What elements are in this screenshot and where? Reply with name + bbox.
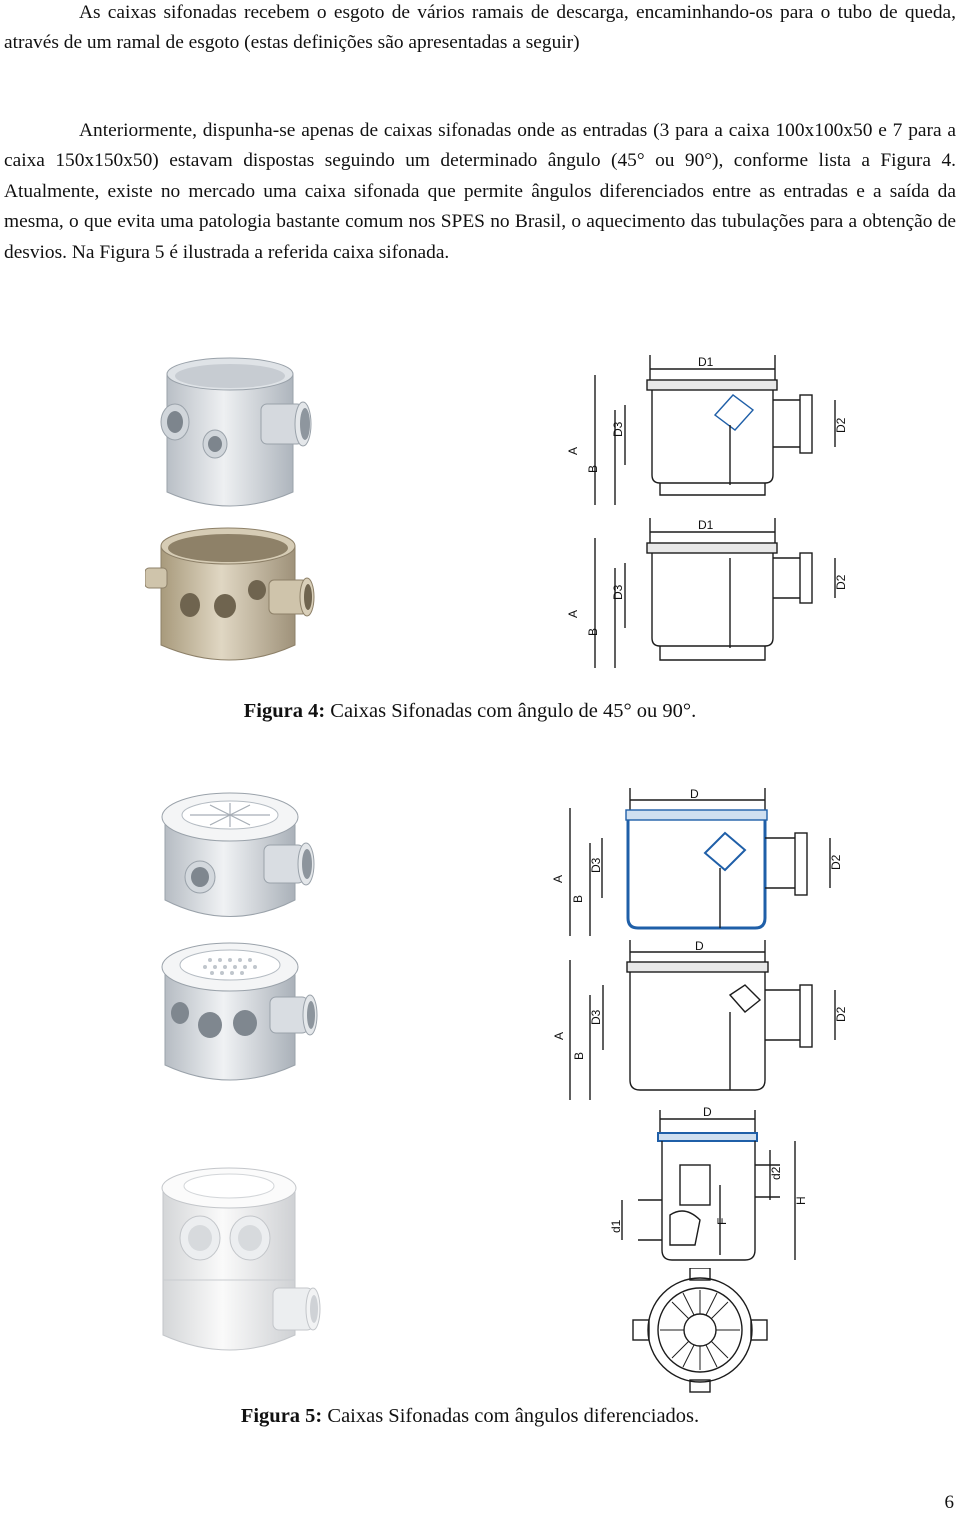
label-b: B [586,627,600,636]
figure4-technical-drawing-top [555,355,855,515]
figure5-technical-drawing-side [600,1105,810,1270]
label-d3: D3 [589,1009,603,1025]
label-small-d1: d1 [609,1219,623,1233]
figure5-photo-box-bottom [145,1160,325,1375]
label-d: D [695,940,704,953]
label-d2: D2 [834,574,848,590]
label-d: D [703,1105,712,1119]
label-b: B [572,1051,586,1060]
label-h: H [794,1196,808,1205]
figure4-caption-text: Caixas Sifonadas com ângulo de 45° ou 90°. [325,700,697,722]
label-f: F [715,1217,729,1225]
label-d1: D1 [698,355,714,369]
paragraph-2: Anteriormente, dispunha-se apenas de caixas sifonadas onde as entradas (3 para a caixa 100x100x50 e 7 para a caixa 150x150x50) estavam dispostas seguindo um determinado ângulo (45° ou 90°), conforme lista a Figura 4. Atualmente, existe no mercado uma caixa sifonada que permite ângulos diferenciados entre as entradas e a saída da mesma, o que evita uma patologia bastante comum nos SPES no Brasil, o aquecimento das tubulações para a obtenção de desvios. Na Figura 5 é ilustrada a referida caixa sifonada. [4,120,956,263]
label-a: A [552,1031,566,1040]
label-a: A [551,874,565,883]
label-d3: D3 [611,584,625,600]
figure5-technical-drawing-middle [545,940,860,1105]
label-d2: D2 [829,854,843,870]
figure5-caption [0,1405,940,1428]
label-b: B [571,894,585,903]
figure4-photo-gray-box [145,352,315,517]
label-b: B [586,464,600,473]
figure4-photo-beige-box [145,520,315,670]
label-d2: D2 [834,417,848,433]
figure5-technical-drawing-top [540,788,860,938]
figure5-caption-text: Caixas Sifonadas com ângulos diferenciados. [322,1405,700,1427]
figure5-photo-box-top [130,785,320,935]
figure4-caption-label: Figura 4: [243,700,326,722]
figure5-caption-label: Figura 5: [240,1405,323,1427]
figure5-technical-drawing-plan-view [625,1268,775,1393]
label-small-d2: d2 [769,1166,783,1180]
label-d: D [690,788,699,801]
page-number: 6 [944,1492,954,1513]
label-d3: D3 [611,421,625,437]
label-d3: D3 [589,857,603,873]
label-d1: D1 [698,518,714,532]
figure4-technical-drawing-bottom [555,518,855,678]
figure5-photo-box-middle [140,935,320,1095]
label-d2: D2 [834,1006,848,1022]
label-a: A [566,446,580,455]
label-a: A [566,609,580,618]
figure4-caption [0,700,940,723]
paragraph-1: As caixas sifonadas recebem o esgoto de vários ramais de descarga, encaminhando-os para o tubo de queda, através de um ramal de esgoto (estas definições são apresentadas a seguir) [4,2,956,54]
